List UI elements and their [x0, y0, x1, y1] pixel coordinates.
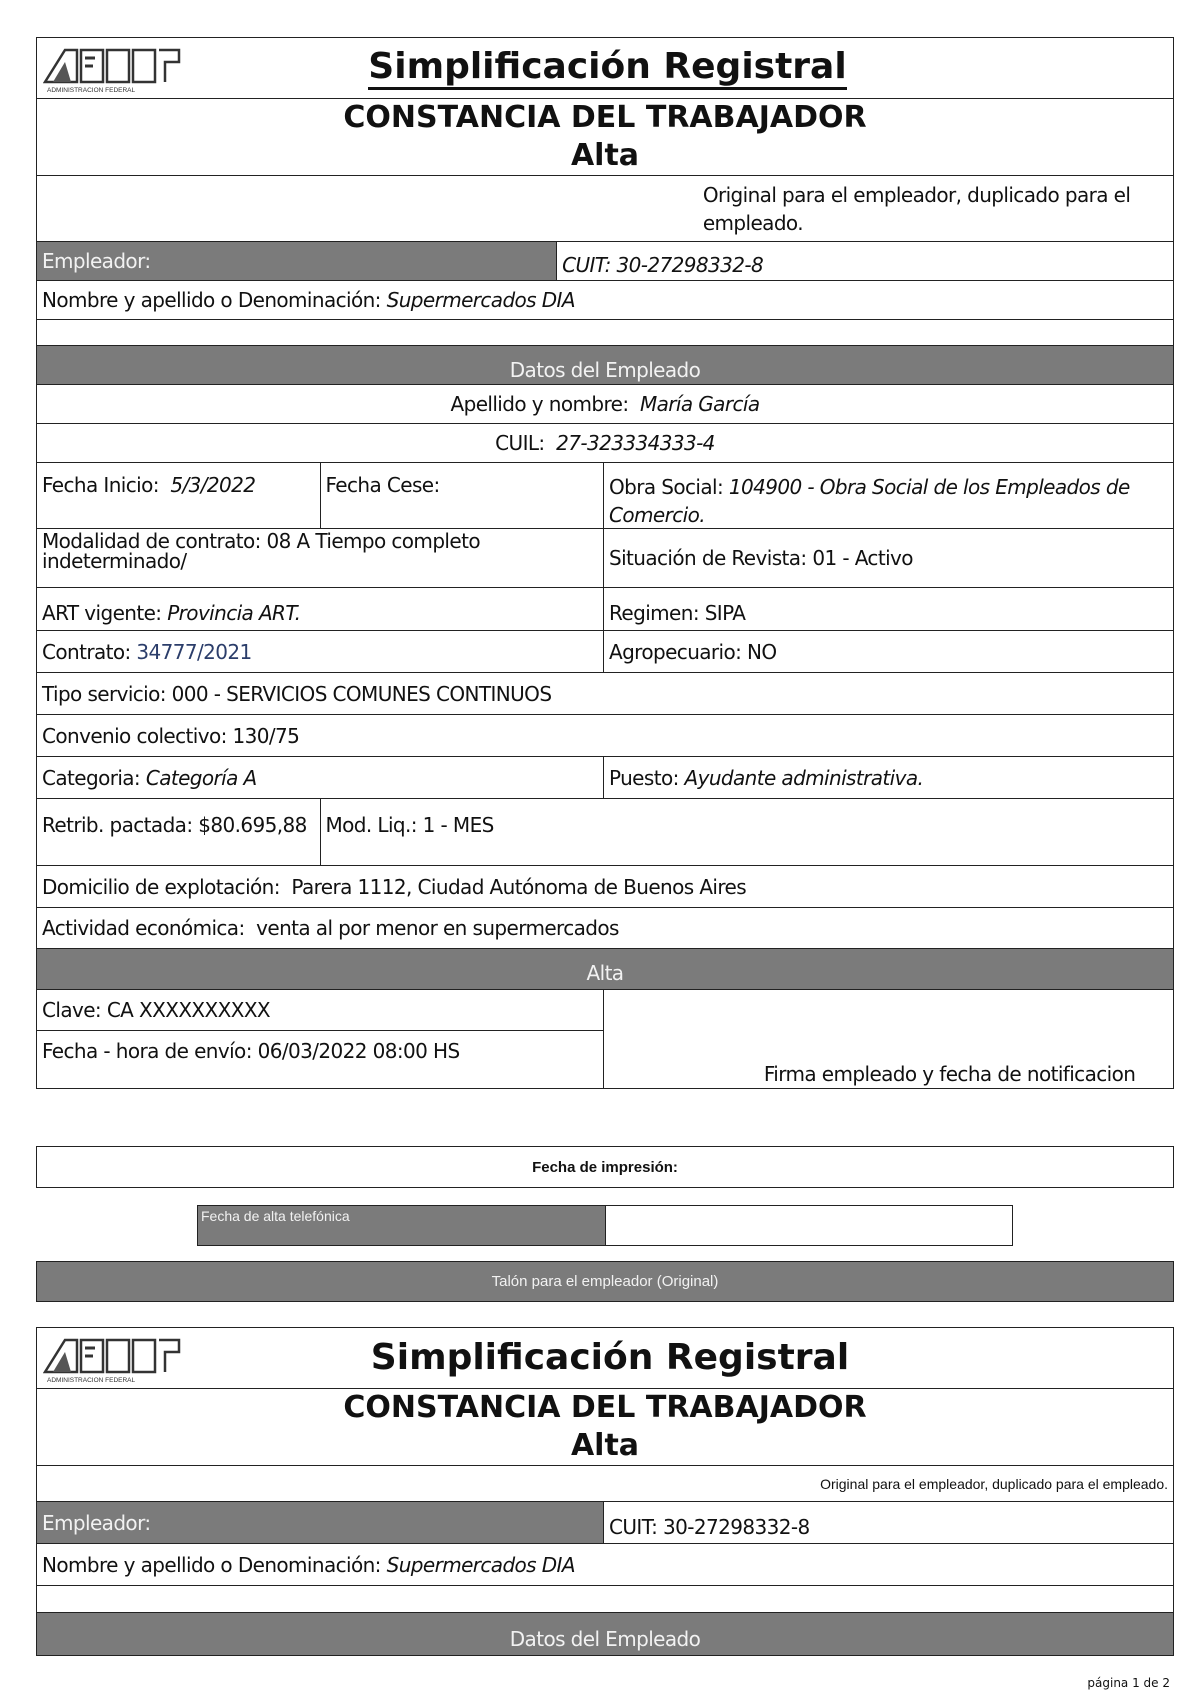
afip-logo [43, 44, 183, 94]
categoria: Categoria: Categoría A [37, 757, 604, 798]
page-number: página 1 de 2 [1087, 1676, 1170, 1690]
page-title-2: Simplificación Registral [370, 1337, 850, 1378]
constancia-duplicado [36, 1327, 1174, 1656]
employee-name-row [36, 385, 1174, 424]
employee-cuil-row [36, 424, 1174, 463]
logo-text: ADMINISTRACION FEDERAL [47, 87, 136, 94]
art: ART vigente: Provincia ART. [37, 588, 604, 630]
obra-social: Obra Social: 104900 - Obra Social de los Empleados de Comercio. [609, 475, 1130, 527]
contract-mode: Modalidad de contrato: 08 A Tiempo completo indeterminado/ [37, 529, 604, 587]
clave: Clave: CA XXXXXXXXXX [37, 990, 603, 1031]
contract-row [36, 631, 1174, 673]
convenio: Convenio colectivo: 130/75 [42, 723, 300, 748]
address-row [36, 866, 1174, 908]
page-title: Simplificación Registral [368, 47, 846, 90]
title-row [36, 99, 1174, 176]
contract: Contrato: 34777/2021 [37, 631, 604, 672]
fecha-envio: Fecha - hora de envío: 06/03/2022 08:00 HS [42, 1039, 460, 1063]
fecha-impresion: Fecha de impresión: [36, 1146, 1174, 1188]
agropecuario: Agropecuario: NO [609, 639, 777, 664]
employee-header-2 [36, 1613, 1174, 1656]
mod-liq: Mod. Liq.: 1 - MES [325, 813, 494, 837]
employer-row-2 [36, 1502, 1174, 1544]
retribucion: Retrib. pactada: $80.695,88 [37, 799, 321, 865]
art-row [36, 588, 1174, 631]
puesto: Puesto: Ayudante administrativa. [609, 765, 924, 790]
alta-telefonica-value [606, 1206, 1012, 1245]
start-date: Fecha Inicio: 5/3/2022 [37, 463, 321, 528]
end-date: Fecha Cese: [321, 463, 605, 528]
constancia-title: CONSTANCIA DEL TRABAJADOR [343, 100, 867, 135]
domicilio: Domicilio de explotación: Parera 1112, Ciudad Autónoma de Buenos Aires [42, 874, 747, 899]
regimen: Regimen: SIPA [609, 601, 746, 625]
alta-title-2: Alta [570, 1428, 640, 1463]
copy-note: Original para el empleador, duplicado para el empleado. [702, 182, 1131, 235]
header-row [36, 37, 1174, 99]
employer-name-row [36, 281, 1174, 320]
blank-row [36, 320, 1174, 346]
firma-empleado: Firma empleado y fecha de notificacion [763, 1062, 1136, 1086]
title-row-2 [36, 1389, 1174, 1466]
talon-empleador: Talón para el empleador (Original) [36, 1261, 1174, 1302]
copy-note-row-2 [36, 1466, 1174, 1502]
alta-section-title: Alta [37, 949, 1173, 989]
tipo-servicio: Tipo servicio: 000 - SERVICIOS COMUNES CONTINUOS [42, 681, 552, 706]
alta-telefonica-box [197, 1205, 1013, 1246]
actividad: Actividad económica: venta al por menor en supermercados [42, 916, 619, 940]
blank-row-2 [36, 1586, 1174, 1613]
alta-telefonica-label: Fecha de alta telefónica [198, 1206, 606, 1245]
service-row [36, 673, 1174, 715]
dates-row [36, 463, 1174, 529]
category-row [36, 757, 1174, 799]
salary-row [36, 799, 1174, 866]
employee-header [36, 346, 1174, 385]
constancia-original [36, 37, 1174, 1089]
situacion-revista: Situación de Revista: 01 - Activo [609, 546, 913, 570]
employee-name: Apellido y nombre: María García [450, 392, 760, 416]
employer-label: Empleador: [37, 242, 557, 280]
employee-section-title: Datos del Empleado [37, 346, 1173, 384]
employer-row [36, 242, 1174, 281]
employee-section-title-2: Datos del Empleado [37, 1613, 1173, 1655]
logo-text-2: ADMINISTRACION FEDERAL [47, 1377, 136, 1384]
convenio-row [36, 715, 1174, 757]
alta-body [36, 990, 1174, 1089]
employer-name: Nombre y apellido o Denominación: Supermercados DIA [42, 288, 575, 312]
copy-note-row [36, 176, 1174, 242]
employer-cuit-2: CUIT: 30-27298332-8 [609, 1514, 810, 1539]
header-row-2 [36, 1327, 1174, 1389]
copy-note-2: Original para el empleador, duplicado para el empleado. [820, 1475, 1168, 1492]
employer-cuit: CUIT: 30-27298332-8 [562, 253, 764, 277]
employer-name-2: Nombre y apellido o Denominación: Supermercados DIA [42, 1552, 575, 1577]
alta-header [36, 949, 1174, 990]
alta-title: Alta [570, 138, 640, 173]
activity-row [36, 908, 1174, 949]
contract-mode-row [36, 529, 1174, 588]
employer-label-2: Empleador: [37, 1502, 604, 1543]
employer-name-row-2 [36, 1544, 1174, 1586]
constancia-title-2: CONSTANCIA DEL TRABAJADOR [343, 1390, 867, 1425]
employee-cuil: CUIL: 27-323334333-4 [495, 431, 715, 455]
afip-logo-2 [43, 1334, 183, 1384]
